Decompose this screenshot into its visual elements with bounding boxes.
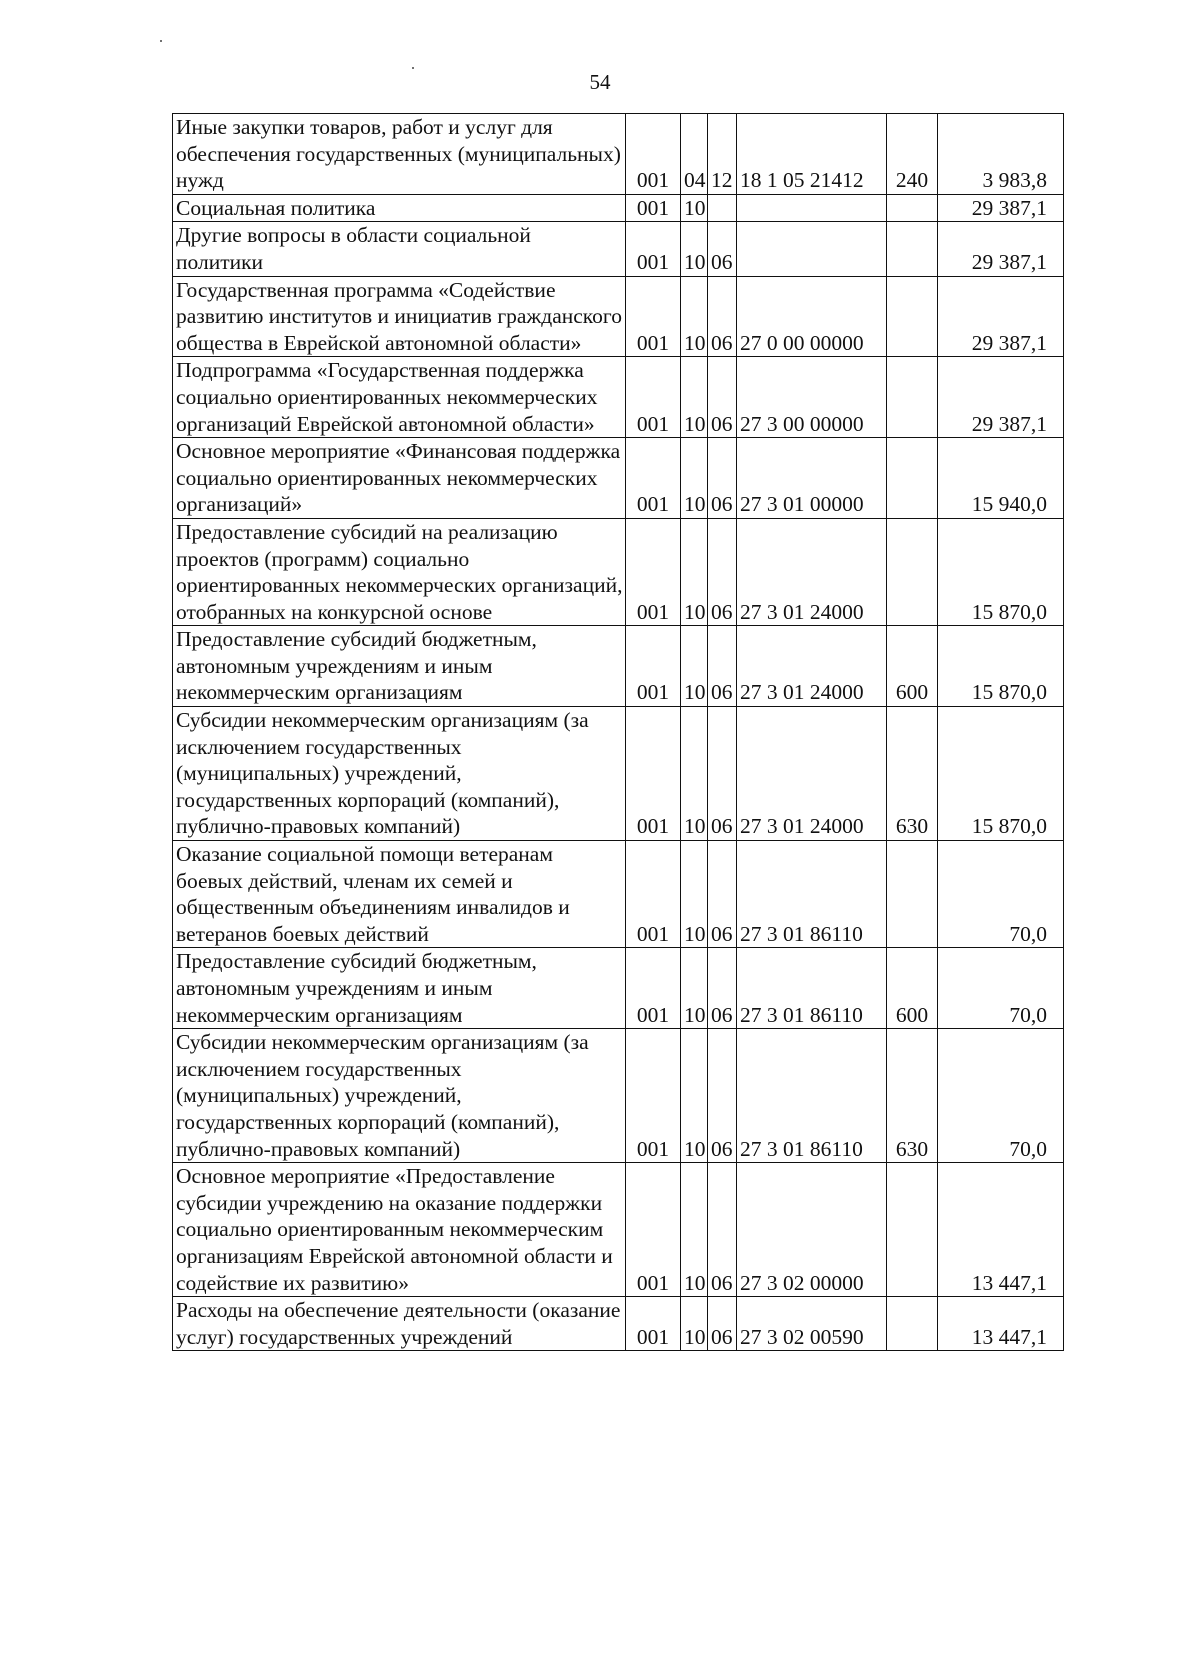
target-code: 27 3 01 24000 xyxy=(737,626,887,707)
subsection-code: 06 xyxy=(708,438,737,519)
section-code: 10 xyxy=(681,194,708,222)
row-name: Субсидии некоммерческим организациям (за исключением государственных (муниципальных) учреждений, государственных корпораций (компаний), публично-правовых компаний) xyxy=(173,1029,626,1163)
expense-type-code xyxy=(887,276,938,357)
target-code: 27 3 01 86110 xyxy=(737,1029,887,1163)
scan-speck xyxy=(412,67,414,69)
amount: 29 387,1 xyxy=(938,194,1064,222)
table-row xyxy=(173,357,1064,438)
row-name: Предоставление субсидий на реализацию проектов (программ) социально ориентированных некоммерческих организаций, отобранных на конкурсной основе xyxy=(173,518,626,625)
ministry-code: 001 xyxy=(626,1297,681,1351)
expense-type-code xyxy=(887,1163,938,1297)
table-row xyxy=(173,841,1064,948)
subsection-code: 06 xyxy=(708,626,737,707)
amount: 15 870,0 xyxy=(938,518,1064,625)
table-row xyxy=(173,438,1064,519)
expense-type-code xyxy=(887,841,938,948)
row-name: Основное мероприятие «Финансовая поддержка социально ориентированных некоммерческих организаций» xyxy=(173,438,626,519)
expense-type-code: 600 xyxy=(887,626,938,707)
expense-type-code: 630 xyxy=(887,1029,938,1163)
row-name: Другие вопросы в области социальной политики xyxy=(173,222,626,276)
target-code: 27 3 01 24000 xyxy=(737,518,887,625)
ministry-code: 001 xyxy=(626,841,681,948)
budget-table xyxy=(172,113,1064,1351)
amount: 70,0 xyxy=(938,1029,1064,1163)
section-code: 10 xyxy=(681,357,708,438)
section-code: 10 xyxy=(681,518,708,625)
ministry-code: 001 xyxy=(626,948,681,1029)
scan-speck xyxy=(160,40,162,42)
table-row xyxy=(173,518,1064,625)
subsection-code: 06 xyxy=(708,948,737,1029)
subsection-code: 12 xyxy=(708,114,737,195)
section-code: 10 xyxy=(681,438,708,519)
ministry-code: 001 xyxy=(626,222,681,276)
target-code: 27 3 02 00000 xyxy=(737,1163,887,1297)
section-code: 10 xyxy=(681,276,708,357)
ministry-code: 001 xyxy=(626,1163,681,1297)
row-name: Социальная политика xyxy=(173,194,626,222)
ministry-code: 001 xyxy=(626,194,681,222)
table-row xyxy=(173,194,1064,222)
target-code xyxy=(737,194,887,222)
ministry-code: 001 xyxy=(626,114,681,195)
target-code: 27 0 00 00000 xyxy=(737,276,887,357)
expense-type-code xyxy=(887,222,938,276)
ministry-code: 001 xyxy=(626,518,681,625)
ministry-code: 001 xyxy=(626,357,681,438)
amount: 70,0 xyxy=(938,948,1064,1029)
subsection-code: 06 xyxy=(708,707,737,841)
target-code: 27 3 00 00000 xyxy=(737,357,887,438)
amount: 70,0 xyxy=(938,841,1064,948)
amount: 3 983,8 xyxy=(938,114,1064,195)
amount: 15 940,0 xyxy=(938,438,1064,519)
expense-type-code: 630 xyxy=(887,707,938,841)
target-code: 27 3 02 00590 xyxy=(737,1297,887,1351)
row-name: Субсидии некоммерческим организациям (за исключением государственных (муниципальных) учреждений, государственных корпораций (компаний), публично-правовых компаний) xyxy=(173,707,626,841)
row-name: Расходы на обеспечение деятельности (оказание услуг) государственных учреждений xyxy=(173,1297,626,1351)
table-row xyxy=(173,626,1064,707)
page-number: 54 xyxy=(589,70,611,94)
amount: 13 447,1 xyxy=(938,1163,1064,1297)
subsection-code: 06 xyxy=(708,841,737,948)
section-code: 10 xyxy=(681,707,708,841)
target-code: 27 3 01 00000 xyxy=(737,438,887,519)
subsection-code: 06 xyxy=(708,1163,737,1297)
row-name: Иные закупки товаров, работ и услуг для обеспечения государственных (муниципальных) нужд xyxy=(173,114,626,195)
section-code: 10 xyxy=(681,1163,708,1297)
table-row xyxy=(173,1297,1064,1351)
section-code: 10 xyxy=(681,1029,708,1163)
subsection-code: 06 xyxy=(708,276,737,357)
row-name: Предоставление субсидий бюджетным, автономным учреждениям и иным некоммерческим организациям xyxy=(173,948,626,1029)
expense-type-code xyxy=(887,1297,938,1351)
table-row xyxy=(173,114,1064,195)
section-code: 10 xyxy=(681,1297,708,1351)
amount: 13 447,1 xyxy=(938,1297,1064,1351)
row-name: Подпрограмма «Государственная поддержка социально ориентированных некоммерческих организаций Еврейской автономной области» xyxy=(173,357,626,438)
target-code xyxy=(737,222,887,276)
amount: 29 387,1 xyxy=(938,357,1064,438)
table-row xyxy=(173,276,1064,357)
target-code: 27 3 01 24000 xyxy=(737,707,887,841)
section-code: 10 xyxy=(681,948,708,1029)
expense-type-code xyxy=(887,194,938,222)
table-row xyxy=(173,222,1064,276)
subsection-code xyxy=(708,194,737,222)
row-name: Оказание социальной помощи ветеранам боевых действий, членам их семей и общественным объединениям инвалидов и ветеранов боевых действий xyxy=(173,841,626,948)
row-name: Основное мероприятие «Предоставление субсидии учреждению на оказание поддержки социально ориентированным некоммерческим организациям Еврейской автономной области и содействие их развитию» xyxy=(173,1163,626,1297)
ministry-code: 001 xyxy=(626,438,681,519)
amount: 29 387,1 xyxy=(938,222,1064,276)
table-row xyxy=(173,1163,1064,1297)
expense-type-code: 600 xyxy=(887,948,938,1029)
expense-type-code xyxy=(887,518,938,625)
subsection-code: 06 xyxy=(708,518,737,625)
ministry-code: 001 xyxy=(626,276,681,357)
table-body xyxy=(173,114,1064,1351)
ministry-code: 001 xyxy=(626,707,681,841)
table-row xyxy=(173,948,1064,1029)
expense-type-code xyxy=(887,357,938,438)
amount: 29 387,1 xyxy=(938,276,1064,357)
target-code: 18 1 05 21412 xyxy=(737,114,887,195)
table-row xyxy=(173,707,1064,841)
expense-type-code: 240 xyxy=(887,114,938,195)
subsection-code: 06 xyxy=(708,1297,737,1351)
subsection-code: 06 xyxy=(708,357,737,438)
ministry-code: 001 xyxy=(626,626,681,707)
table-row xyxy=(173,1029,1064,1163)
row-name: Предоставление субсидий бюджетным, автономным учреждениям и иным некоммерческим организациям xyxy=(173,626,626,707)
amount: 15 870,0 xyxy=(938,626,1064,707)
section-code: 04 xyxy=(681,114,708,195)
ministry-code: 001 xyxy=(626,1029,681,1163)
subsection-code: 06 xyxy=(708,222,737,276)
target-code: 27 3 01 86110 xyxy=(737,948,887,1029)
expense-type-code xyxy=(887,438,938,519)
subsection-code: 06 xyxy=(708,1029,737,1163)
section-code: 10 xyxy=(681,841,708,948)
row-name: Государственная программа «Содействие развитию институтов и инициатив гражданского общества в Еврейской автономной области» xyxy=(173,276,626,357)
amount: 15 870,0 xyxy=(938,707,1064,841)
section-code: 10 xyxy=(681,222,708,276)
target-code: 27 3 01 86110 xyxy=(737,841,887,948)
section-code: 10 xyxy=(681,626,708,707)
